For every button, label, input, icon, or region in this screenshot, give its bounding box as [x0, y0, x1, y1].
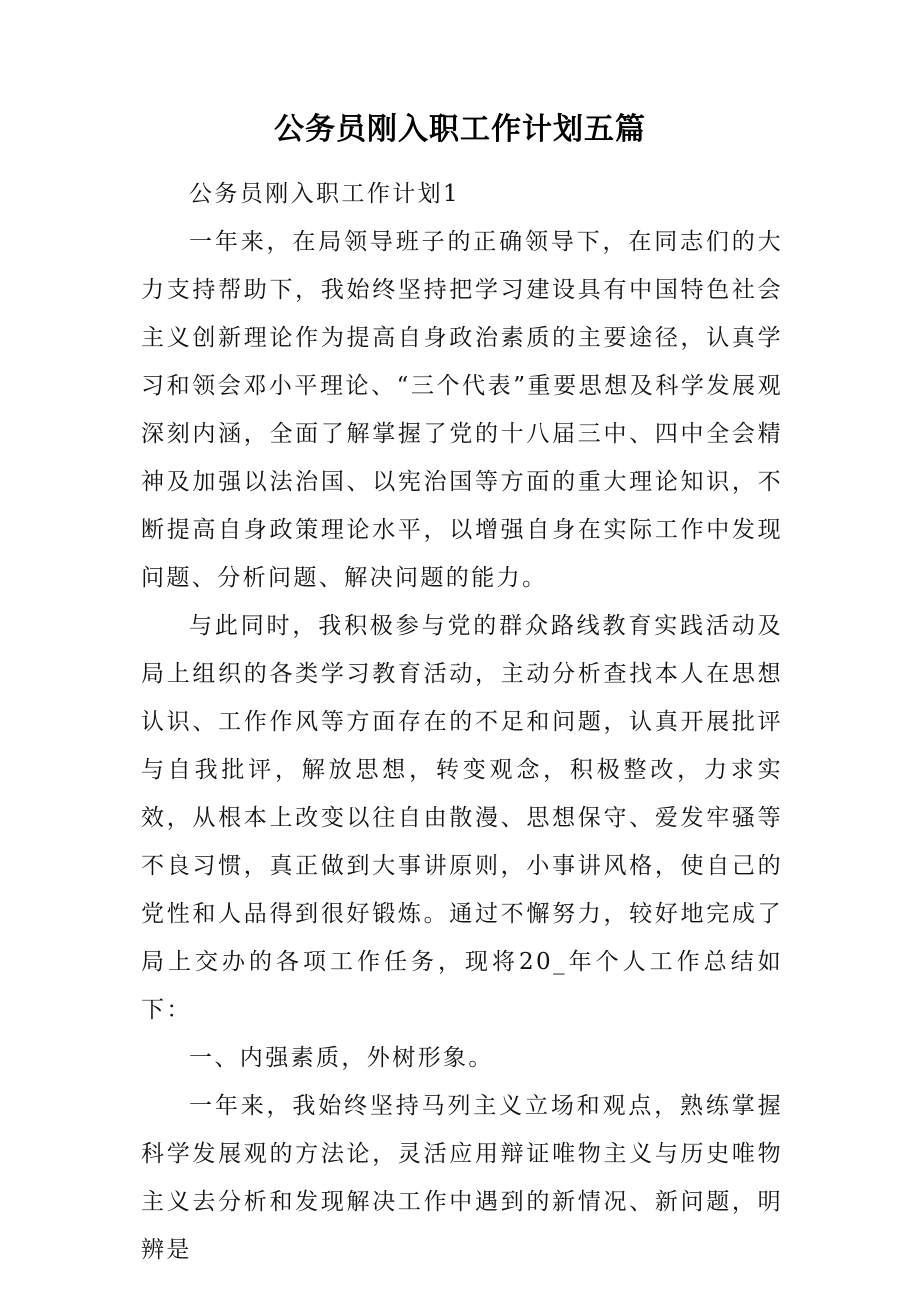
paragraph: 一年来，在局领导班子的正确领导下，在同志们的大力支持帮助下，我始终坚持把学习建设具有中国特色社会主义创新理论作为提高自身政治素质的主要途径，认真学习和领会邓小平理论、“三个代表”重要思想及科学发展观深刻内涵，全面了解掌握了党的十八届三中、四中全会精神及加强以法治国、以宪治国等方面的重大理论知识，不断提高自身政策理论水平，以增强自身在实际工作中发现问题、分析问题、解决问题的能力。	[141, 229, 783, 591]
paragraph: 一年来，我始终坚持马列主义立场和观点，熟练掌握科学发展观的方法论，灵活应用辩证唯物主义与历史唯物主义去分析和发现解决工作中遇到的新情况、新问题，明辨是	[141, 1093, 783, 1263]
document-body	[141, 170, 783, 1274]
document-title: 公务员刚入职工作计划五篇	[274, 112, 646, 147]
section-heading-plan-1: 公务员刚入职工作计划1	[189, 181, 461, 207]
paragraph: 与此同时，我积极参与党的群众路线教育实践活动及局上组织的各类学习教育活动，主动分析查找本人在思想认识、工作作风等方面存在的不足和问题，认真开展批评与自我批评，解放思想，转变观念，积极整改，力求实效，从根本上改变以往自由散漫、思想保守、爱发牢骚等不良习惯，真正做到大事讲原则，小事讲风格，使自己的党性和人品得到很好锻炼。通过不懈努力，较好地完成了局上交办的各项工作任务，现将20_年个人工作总结如下：	[141, 613, 783, 1023]
section-heading: 一、内强素质，外树形象。	[189, 1045, 494, 1071]
